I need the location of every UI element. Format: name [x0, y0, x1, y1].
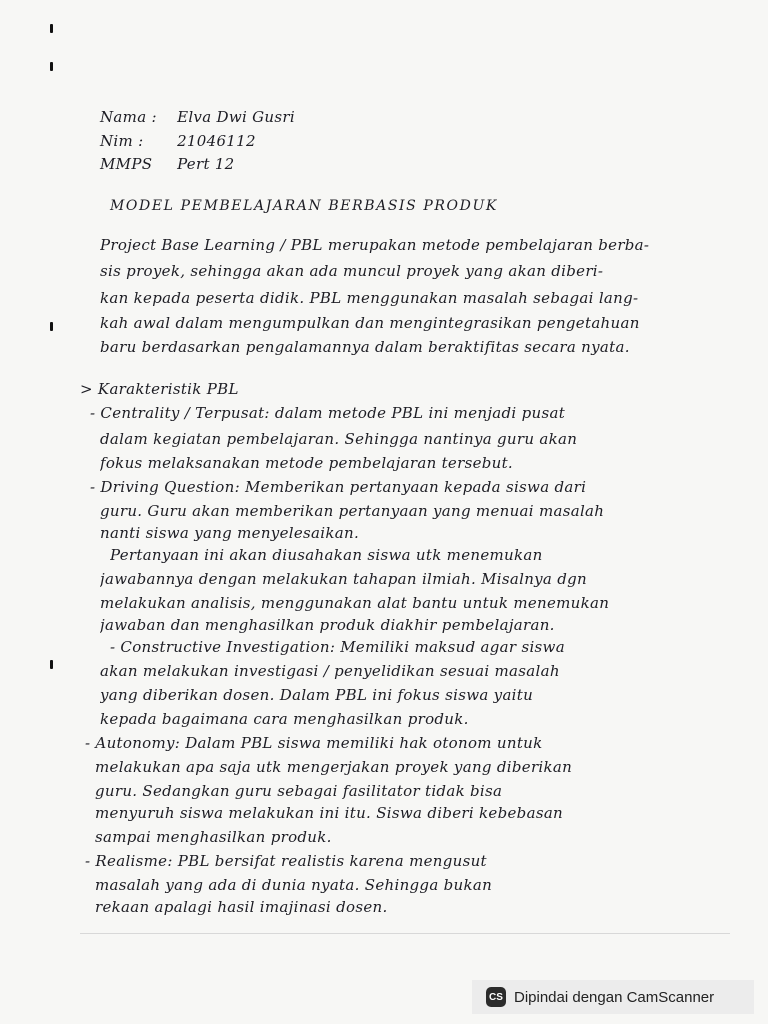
- text-line: - Centrality / Terpusat: dalam metode PBL ini menjadi pusat: [90, 404, 566, 422]
- text-line: - Driving Question: Memberikan pertanyaan kepada siswa dari: [90, 478, 587, 496]
- text-line: kepada bagaimana cara menghasilkan produk.: [100, 710, 469, 728]
- nama-label: Nama :: [100, 108, 157, 126]
- nama-row: [100, 108, 295, 126]
- text-line: menyuruh siswa melakukan ini itu. Siswa diberi kebebasan: [95, 804, 564, 822]
- mmps-label: MMPS: [100, 155, 153, 173]
- text-line: melakukan analisis, menggunakan alat bantu untuk menemukan: [100, 594, 610, 612]
- nim-value: 21046112: [177, 132, 256, 150]
- text-line: jawaban dan menghasilkan produk diakhir pembelajaran.: [100, 616, 555, 634]
- text-line: nanti siswa yang menyelesaikan.: [100, 524, 360, 542]
- text-line: sis proyek, sehingga akan ada muncul proyek yang akan diberi-: [100, 262, 604, 280]
- margin-mark: [50, 660, 53, 669]
- text-line: dalam kegiatan pembelajaran. Sehingga nantinya guru akan: [100, 430, 578, 448]
- text-line: - Constructive Investigation: Memiliki maksud agar siswa: [110, 638, 565, 656]
- text-line: masalah yang ada di dunia nyata. Sehingga bukan: [95, 876, 493, 894]
- text-line: - Realisme: PBL bersifat realistis karena mengusut: [85, 852, 487, 870]
- text-line: Project Base Learning / PBL merupakan metode pembelajaran berba-: [100, 236, 650, 254]
- nim-label: Nim :: [100, 132, 144, 150]
- text-line: kan kepada peserta didik. PBL menggunakan masalah sebagai lang-: [100, 289, 639, 307]
- text-line: kah awal dalam mengumpulkan dan mengintegrasikan pengetahuan: [100, 314, 640, 332]
- margin-mark: [50, 322, 53, 331]
- nim-row: [100, 132, 256, 150]
- nama-value: Elva Dwi Gusri: [177, 108, 295, 126]
- text-line: akan melakukan investigasi / penyelidikan sesuai masalah: [100, 662, 560, 680]
- text-line: guru. Guru akan memberikan pertanyaan yang menuai masalah: [100, 502, 605, 520]
- camscanner-icon: CS: [486, 987, 506, 1007]
- mmps-value: Pert 12: [177, 155, 235, 173]
- margin-mark: [50, 62, 53, 71]
- text-line: Pertanyaan ini akan diusahakan siswa utk menemukan: [110, 546, 543, 564]
- camscanner-label: Dipindai dengan CamScanner: [514, 988, 715, 1006]
- text-line: guru. Sedangkan guru sebagai fasilitator tidak bisa: [95, 782, 503, 800]
- mmps-row: [100, 155, 235, 173]
- margin-mark: [50, 24, 53, 33]
- text-line: fokus melaksanakan metode pembelajaran tersebut.: [100, 454, 514, 472]
- text-line: sampai menghasilkan produk.: [95, 828, 332, 846]
- text-line: melakukan apa saja utk mengerjakan proyek yang diberikan: [95, 758, 573, 776]
- text-line: jawabannya dengan melakukan tahapan ilmiah. Misalnya dgn: [100, 570, 587, 588]
- page-title: MODEL PEMBELAJARAN BERBASIS PRODUK: [110, 198, 498, 214]
- camscanner-badge: [472, 980, 754, 1014]
- text-line: - Autonomy: Dalam PBL siswa memiliki hak otonom untuk: [85, 734, 543, 752]
- text-line: baru berdasarkan pengalamannya dalam beraktifitas secara nyata.: [100, 338, 630, 356]
- text-line: rekaan apalagi hasil imajinasi dosen.: [95, 898, 388, 916]
- bottom-rule: [80, 933, 730, 934]
- text-line: > Karakteristik PBL: [80, 380, 239, 398]
- text-line: yang diberikan dosen. Dalam PBL ini fokus siswa yaitu: [100, 686, 534, 704]
